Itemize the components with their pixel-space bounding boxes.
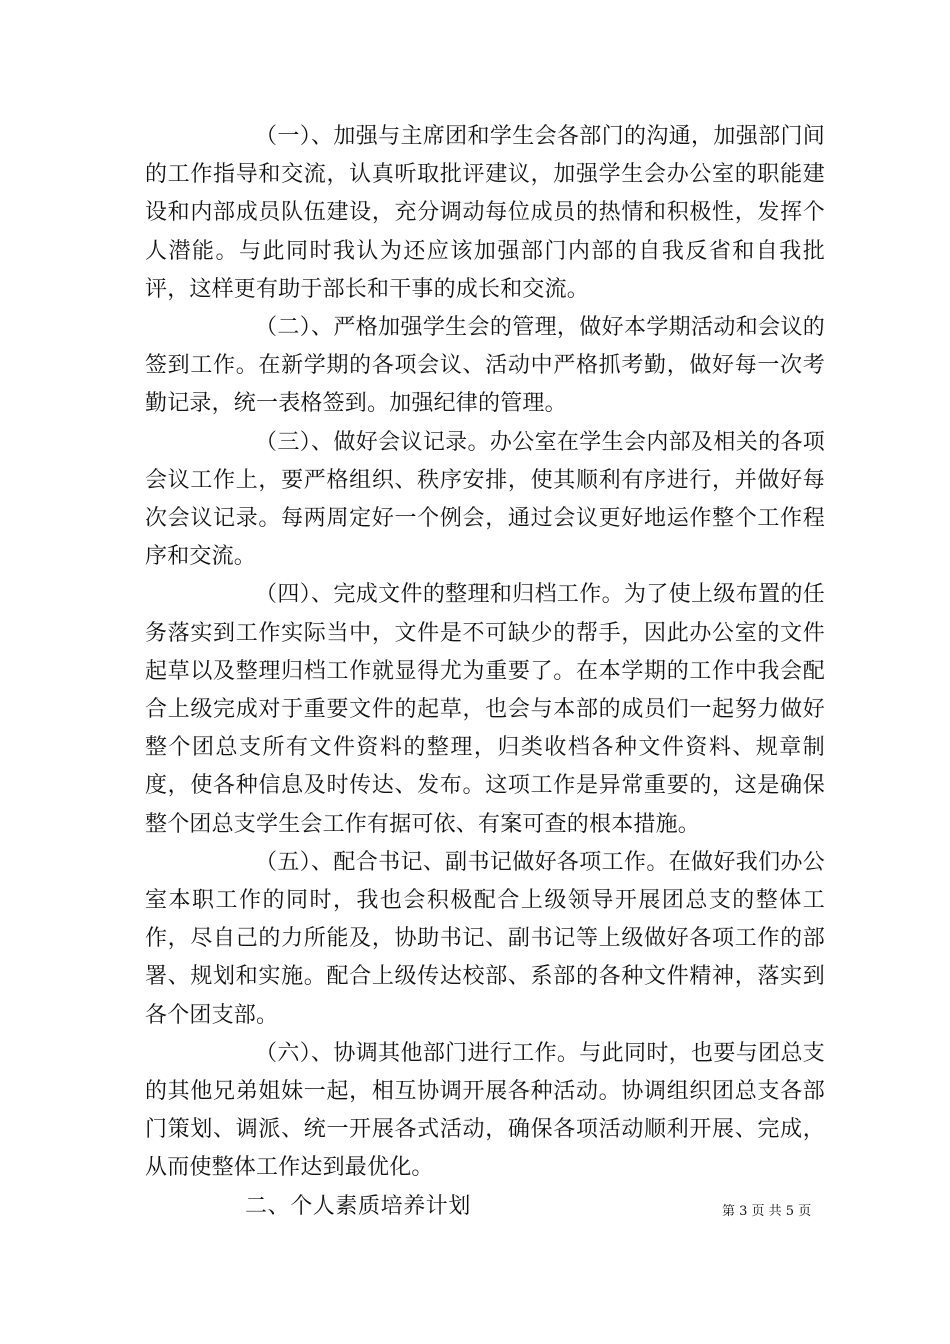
paragraph-2: （二）、严格加强学生会的管理，做好本学期活动和会议的签到工作。在新学期的各项会议、活动中严格抓考勤，做好每一次考勤记录，统一表格签到。加强纪律的管理。 [145, 315, 825, 417]
paragraph-4: （四）、完成文件的整理和归档工作。为了使上级布置的任务落实到工作实际当中，文件是不可缺少的帮手，因此办公室的文件起草以及整理归档工作就显得尤为重要了。在本学期的工作中我会配合上级完成对于重要文件的起草，也会与本部的成员们一起努力做好整个团总支所有文件资料的整理，归类收档各种文件资料、规章制度，使各种信息及时传达、发布。这项工作是异常重要的，这是确保整个团总支学生会工作有据可依、有案可查的根本措施。 [145, 582, 825, 837]
paragraph-1: （一）、加强与主席团和学生会各部门的沟通，加强部门间的工作指导和交流，认真听取批评建议，加强学生会办公室的职能建设和内部成员队伍建设，充分调动每位成员的热情和积极性，发挥个人潜能。与此同时我认为还应该加强部门内部的自我反省和自我批评，这样更有助于部长和干事的成长和交流。 [145, 124, 825, 302]
paragraph-5: （五）、配合书记、副书记做好各项工作。在做好我们办公室本职工作的同时，我也会积极配合上级领导开展团总支的整体工作，尽自己的力所能及，协助书记、副书记等上级做好各项工作的部署、规划和实施。配合上级传达校部、系部的各种文件精神，落实到各个团支部。 [145, 849, 825, 1028]
paragraph-3: （三）、做好会议记录。办公室在学生会内部及相关的各项会议工作上，要严格组织、秩序安排，使其顺利有序进行，并做好每次会议记录。每两周定好一个例会，通过会议更好地运作整个工作程序和交流。 [145, 429, 825, 570]
section-heading: 二、个人素质培养计划 [245, 1193, 472, 1219]
paragraph-6: （六）、协调其他部门进行工作。与此同时，也要与团总支的其他兄弟姐妹一起，相互协调开展各种活动。协调组织团总支各部门策划、调派、统一开展各式活动，确保各项活动顺利开展、完成，从而使整体工作达到最优化。 [145, 1040, 825, 1181]
document-body [145, 118, 825, 1226]
page-number-footer: 第 3 页 共 5 页 [722, 1204, 812, 1219]
